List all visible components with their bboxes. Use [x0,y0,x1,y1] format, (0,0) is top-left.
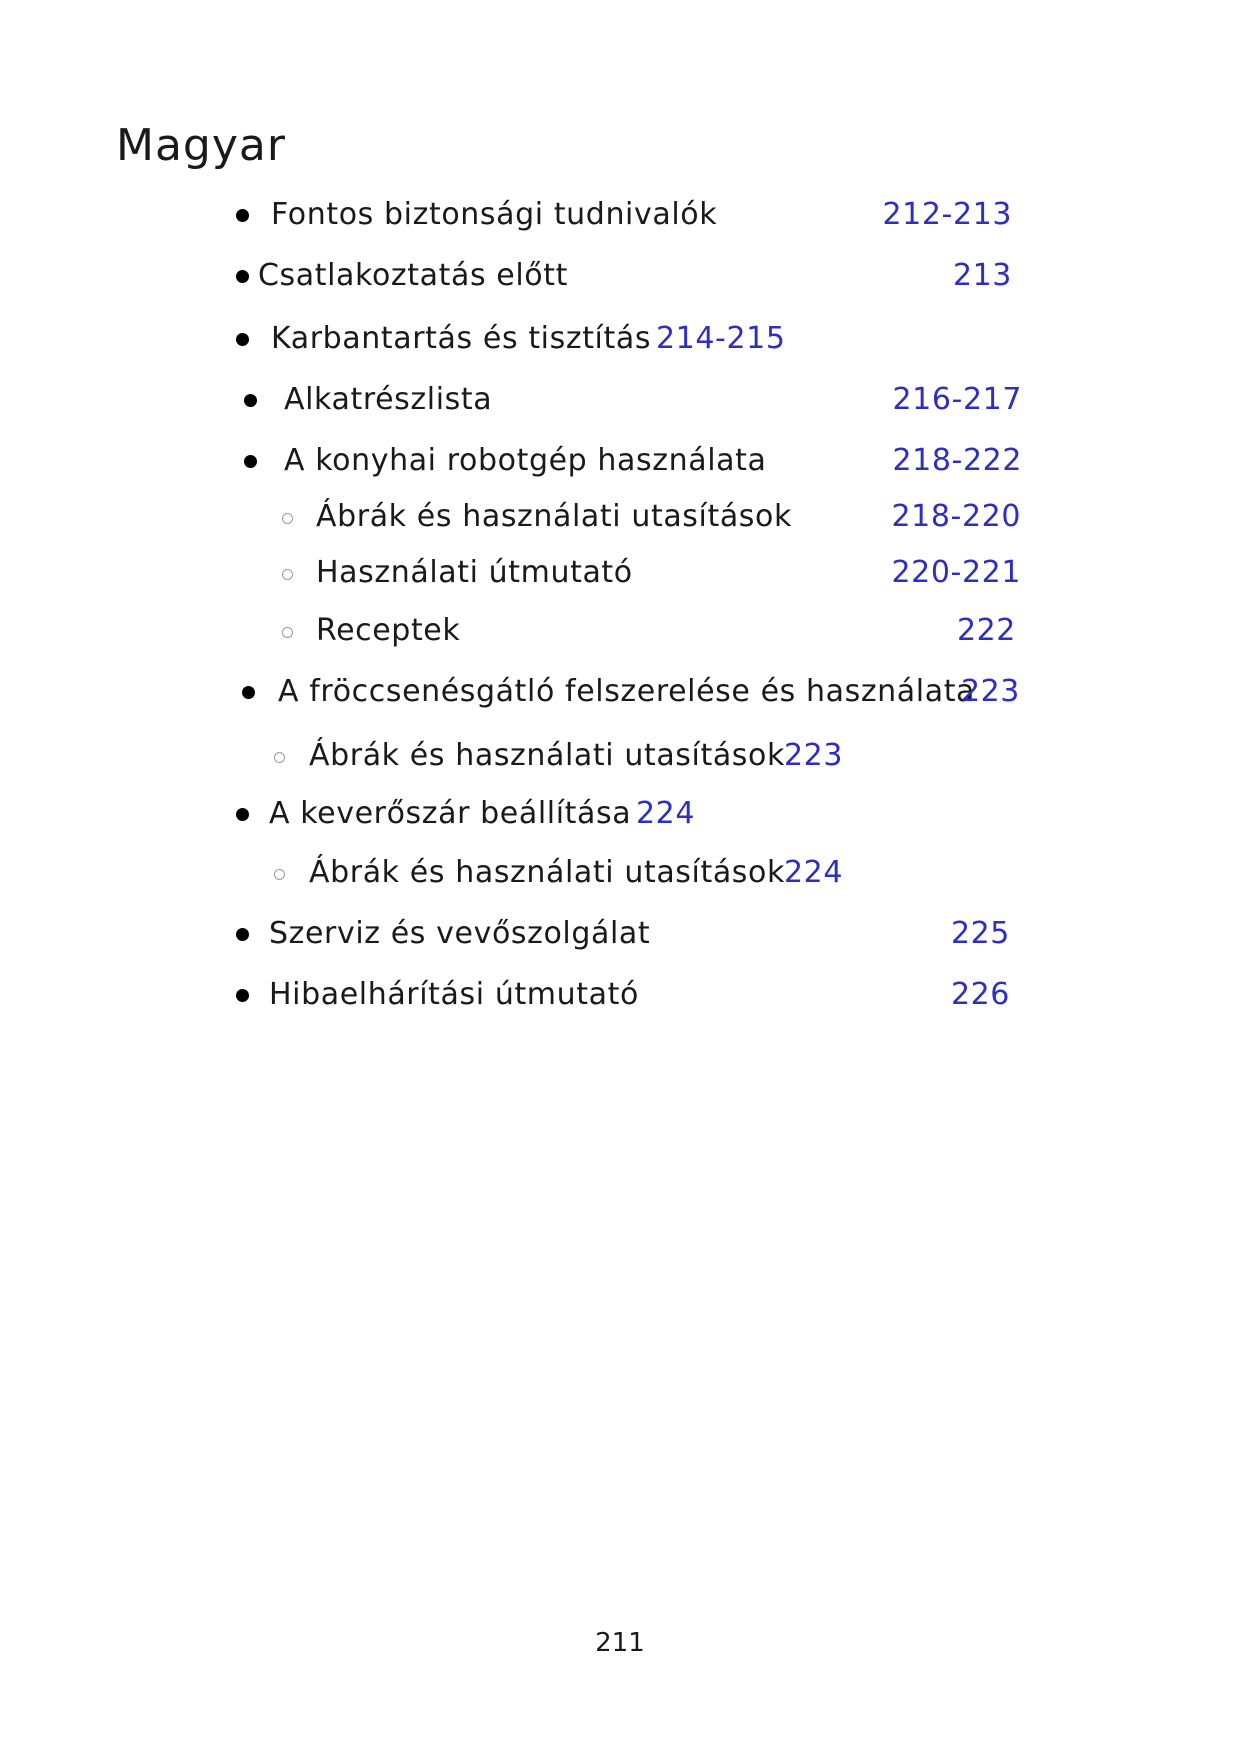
toc-entry-page[interactable]: 226 [950,977,1010,1012]
bullet-icon [236,333,249,346]
toc-entry-title: Használati útmutató [316,555,633,590]
bullet-icon [244,455,257,468]
circle-bullet-icon [282,569,293,580]
toc-entry-title: Csatlakoztatás előtt [258,258,568,293]
toc-entry-title: Ábrák és használati utasítások [316,499,792,534]
bullet-icon [236,928,249,941]
toc-entry[interactable] [234,914,1012,954]
toc-entry-title: Szerviz és vevőszolgálat [269,916,651,951]
circle-bullet-icon [274,869,285,880]
toc-entry-page[interactable]: 223 [960,674,1020,709]
toc-entry-page[interactable]: 222 [956,613,1016,648]
bullet-icon [236,209,249,222]
toc-entry-page[interactable]: 218-220 [891,499,1021,534]
toc-entry-page[interactable]: 220-221 [891,555,1021,590]
toc-entry-title: Ábrák és használati utasítások [309,855,785,890]
toc-entry-title: Hibaelhárítási útmutató [269,977,639,1012]
toc-entry[interactable] [240,672,1022,712]
circle-bullet-icon [274,752,285,763]
circle-bullet-icon [282,627,293,638]
bullet-icon [244,394,257,407]
toc-subentry[interactable] [280,611,1018,651]
toc-entry-page[interactable]: 224 [784,855,844,890]
toc-entry[interactable] [234,256,1014,296]
toc-entry-title: Karbantartás és tisztítás [271,321,652,356]
page-title: Magyar [116,120,286,171]
toc-entry[interactable] [234,794,834,834]
toc-entry-title: Ábrák és használati utasítások [309,738,785,773]
toc-entry-title: Fontos biztonsági tudnivalók [271,197,718,232]
bullet-icon [236,808,249,821]
circle-bullet-icon [282,513,293,524]
toc-entry[interactable] [234,319,1014,359]
toc-subentry[interactable] [272,736,872,776]
toc-subentry[interactable] [280,497,1023,537]
bullet-icon [236,989,249,1002]
footer-page-number: 211 [595,1628,645,1658]
toc-entry[interactable] [242,441,1024,481]
bullet-icon [242,686,255,699]
toc-entry-page[interactable]: 213 [952,258,1012,293]
toc-entry-page[interactable]: 212-213 [882,197,1012,232]
toc-entry-page[interactable]: 218-222 [892,443,1022,478]
toc-entry-title: Receptek [316,613,461,648]
toc-entry-page[interactable]: 214-215 [656,321,786,356]
toc-subentry[interactable] [272,853,872,893]
toc-entry[interactable] [234,975,1012,1015]
toc-entry-title: Alkatrészlista [284,382,493,417]
toc-entry-page[interactable]: 225 [950,916,1010,951]
toc-entry-title: A konyhai robotgép használata [284,443,767,478]
bullet-icon [236,270,249,283]
toc-entry[interactable] [234,195,1014,235]
toc-subentry[interactable] [280,553,1023,593]
toc-entry[interactable] [242,380,1024,420]
toc-entry-page[interactable]: 224 [636,796,696,831]
toc-entry-title: A fröccsenésgátló felszerelése és használata [278,674,976,709]
toc-entry-title: A keverőszár beállítása [269,796,632,831]
toc-entry-page[interactable]: 216-217 [892,382,1022,417]
toc-entry-page[interactable]: 223 [784,738,844,773]
